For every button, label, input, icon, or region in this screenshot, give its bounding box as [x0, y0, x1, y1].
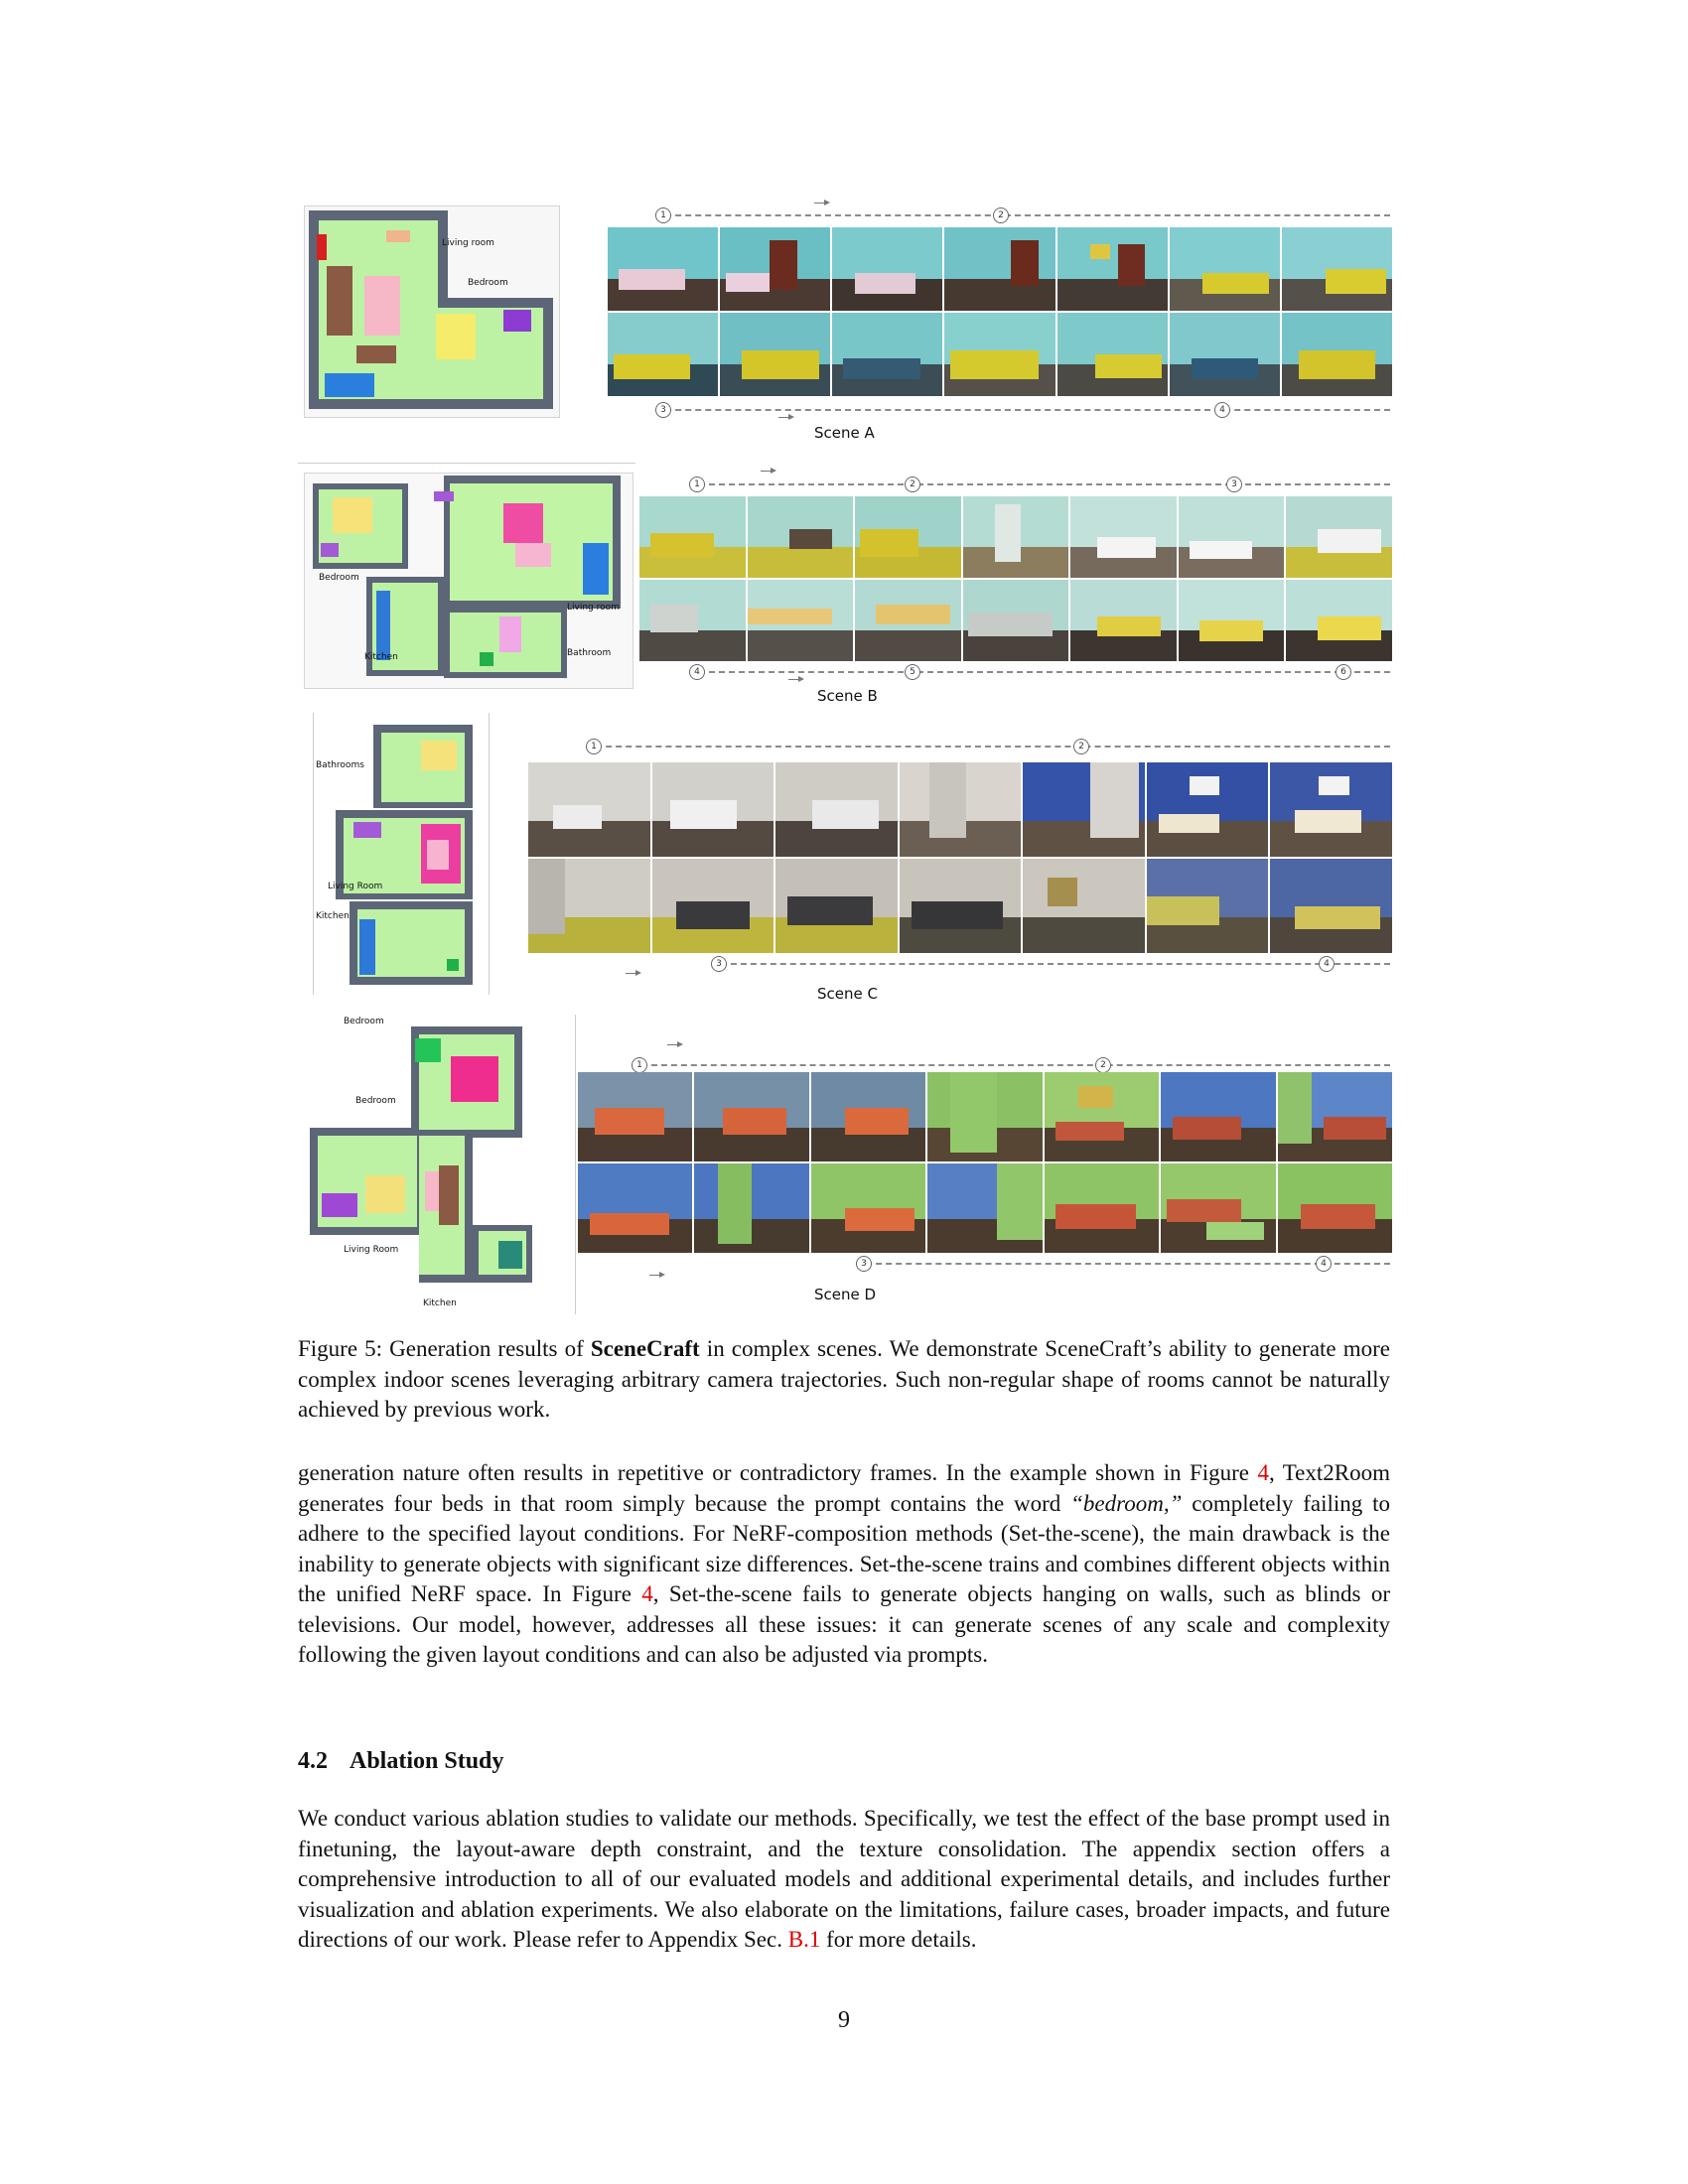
rendered-frame — [1161, 1163, 1275, 1253]
wardrobe — [322, 1193, 357, 1217]
sofa — [439, 1165, 459, 1225]
trajectory-line — [711, 963, 1390, 965]
caption-bold: SceneCraft — [590, 1336, 700, 1361]
rendered-frame — [608, 227, 718, 311]
text: We conduct various ablation studies to validate our methods. Specifically, we test the effect of the base prompt used in finetuning, the layout-aware depth constraint, and the texture consolidation. The appendix section offers a comprehensive introduction to all of our evaluated models and additional experimental details, and includes further visualization and ablation experiments. We also elaborate on the limitations, failure cases, broader impacts, and future directions of our work. Please refer to Appendix Sec. — [298, 1806, 1390, 1952]
bed — [333, 497, 372, 533]
direction-arrow-icon — [626, 973, 639, 974]
room-label: Living room — [567, 603, 620, 613]
plant — [447, 959, 459, 971]
rendered-frame — [720, 313, 830, 396]
trajectory-marker: 4 — [1319, 956, 1335, 972]
bed — [365, 1175, 405, 1213]
bathtub — [499, 616, 521, 652]
body-paragraph-1 — [298, 1458, 1390, 1671]
bed — [451, 1056, 498, 1102]
rendered-frame — [608, 313, 718, 396]
direction-arrow-icon — [788, 679, 802, 680]
rendered-frame — [578, 1163, 692, 1253]
trajectory-marker: 1 — [632, 1057, 647, 1073]
rug — [364, 276, 400, 336]
rendered-frame — [1161, 1072, 1275, 1161]
rendered-frame — [1179, 580, 1285, 661]
rendered-frame — [1278, 1163, 1392, 1253]
trajectory-marker: 2 — [905, 477, 920, 492]
lamp — [386, 230, 410, 242]
rendered-frame — [811, 1163, 925, 1253]
trajectory-marker: 1 — [655, 207, 671, 223]
direction-arrow-icon — [778, 417, 792, 418]
rendered-frame — [855, 580, 961, 661]
trajectory-line — [632, 1064, 1390, 1066]
room-label: Living room — [442, 238, 494, 248]
room-label: Bedroom — [344, 1017, 384, 1026]
floorplan-scene-a — [304, 205, 560, 418]
room-label: Bathrooms — [316, 760, 364, 770]
trajectory-marker: 2 — [993, 207, 1009, 223]
bed — [421, 741, 457, 770]
rendered-frame — [1282, 313, 1392, 396]
divider — [575, 1015, 576, 1314]
body-paragraph-2 — [298, 1804, 1390, 1956]
rendered-frame — [748, 580, 854, 661]
rendered-frame — [832, 313, 942, 396]
rendered-frame — [1045, 1072, 1159, 1161]
trajectory-line — [655, 409, 1390, 411]
direction-arrow-icon — [814, 203, 828, 204]
rendered-frame — [1070, 496, 1177, 578]
rendered-frame — [900, 762, 1022, 857]
rug — [515, 543, 551, 567]
trajectory-line — [586, 746, 1390, 748]
section-title: Ablation Study — [350, 1748, 504, 1774]
rendered-frame — [652, 762, 774, 857]
trajectory-marker: 2 — [1095, 1057, 1111, 1073]
room-label: Bathroom — [567, 648, 612, 658]
section-heading — [298, 1748, 503, 1775]
rug — [425, 1171, 439, 1211]
caption-text: in complex scenes. We demonstrate SceneCraft’s ability to generate more complex indoor scenes leveraging arbitrary camera trajectories. Such non-regular shape of rooms cannot be naturally achieved by previous work. — [298, 1336, 1390, 1422]
rendered-frame — [775, 762, 898, 857]
wardrobe — [415, 1038, 441, 1062]
rendered-frame — [1057, 313, 1168, 396]
rendered-frame — [720, 227, 830, 311]
rendered-frame — [578, 1072, 692, 1161]
wardrobe — [353, 822, 381, 838]
rendered-frame — [1170, 313, 1280, 396]
trajectory-line — [689, 483, 1390, 485]
cabinet — [325, 373, 374, 397]
tv — [434, 491, 454, 501]
counter — [376, 591, 390, 660]
frame-strip-scene-c — [528, 762, 1392, 953]
rendered-frame — [1147, 859, 1269, 953]
trajectory-line — [689, 671, 1390, 673]
figure-caption — [298, 1334, 1390, 1426]
trajectory-marker: 3 — [856, 1256, 872, 1272]
frame-strip-scene-a — [608, 227, 1392, 396]
direction-arrow-icon — [649, 1275, 663, 1276]
rendered-frame — [944, 227, 1055, 311]
rendered-frame — [963, 496, 1069, 578]
rendered-frame — [832, 227, 942, 311]
rendered-frame — [963, 580, 1069, 661]
section-number: 4.2 — [298, 1748, 328, 1774]
rendered-frame — [775, 859, 898, 953]
scene-label: Scene C — [817, 985, 878, 1003]
divider — [298, 463, 635, 464]
rendered-frame — [1282, 227, 1392, 311]
trajectory-line — [655, 214, 1390, 216]
italic-text: “bedroom,” — [1070, 1490, 1183, 1516]
trajectory-marker: 4 — [689, 664, 705, 680]
rendered-frame — [855, 496, 961, 578]
rendered-frame — [1057, 227, 1168, 311]
wardrobe — [503, 310, 531, 332]
scene-label: Scene A — [814, 424, 875, 442]
rendered-frame — [1070, 580, 1177, 661]
rendered-frame — [652, 859, 774, 953]
appendix-link[interactable]: B.1 — [787, 1927, 821, 1952]
room-label: Living Room — [344, 1245, 399, 1255]
text: generation nature often results in repetitive or contradictory frames. In the example shown in Figure — [298, 1460, 1258, 1485]
scene-label: Scene D — [814, 1286, 877, 1303]
cabinet — [583, 543, 609, 595]
toilet — [480, 652, 493, 666]
room-label: Living Room — [328, 882, 383, 891]
rendered-frame — [694, 1072, 808, 1161]
rendered-frame — [1270, 762, 1392, 857]
scene-label: Scene B — [817, 687, 878, 705]
rug — [427, 840, 449, 870]
rendered-frame — [1147, 762, 1269, 857]
wardrobe — [321, 543, 339, 557]
rendered-frame — [1179, 496, 1285, 578]
rendered-frame — [528, 859, 650, 953]
sofa — [503, 503, 543, 543]
rendered-frame — [528, 762, 650, 857]
floorplan-scene-b — [304, 473, 633, 689]
rendered-frame — [748, 496, 854, 578]
rendered-frame — [694, 1163, 808, 1253]
frame-strip-scene-b — [639, 496, 1392, 661]
floorplan-scene-d — [304, 1017, 572, 1314]
text: completely failing to adhere to the specified layout conditions. For NeRF-composition methods (Set-the-scene), the main drawback is the inability to generate objects with significant size differences. Set-the-scene trains and combines different objects within the unified NeRF space. In Figure — [298, 1490, 1390, 1606]
trajectory-marker: 1 — [586, 739, 602, 754]
rendered-frame — [1045, 1163, 1159, 1253]
trajectory-marker: 6 — [1336, 664, 1351, 680]
rendered-frame — [1023, 859, 1145, 953]
room-label: Bedroom — [468, 278, 508, 288]
caption-prefix: Figure 5: Generation results of — [298, 1336, 591, 1361]
figure-link[interactable]: 4 — [641, 1581, 653, 1606]
rendered-frame — [1278, 1072, 1392, 1161]
rendered-frame — [1170, 227, 1280, 311]
trajectory-marker: 4 — [1316, 1256, 1332, 1272]
page-number: 9 — [838, 2007, 850, 2033]
rendered-frame — [811, 1072, 925, 1161]
rendered-frame — [639, 580, 746, 661]
trajectory-marker: 3 — [1226, 477, 1242, 492]
rendered-frame — [927, 1072, 1042, 1161]
rendered-frame — [639, 496, 746, 578]
table — [356, 345, 396, 363]
rendered-frame — [1286, 496, 1392, 578]
sofa — [327, 266, 352, 336]
rendered-frame — [1023, 762, 1145, 857]
counter — [498, 1241, 522, 1269]
direction-arrow-icon — [667, 1044, 681, 1045]
bed — [436, 314, 476, 359]
trajectory-marker: 2 — [1073, 739, 1089, 754]
rendered-frame — [1270, 859, 1392, 953]
trajectory-marker: 3 — [711, 956, 727, 972]
text: for more details. — [820, 1927, 977, 1952]
trajectory-marker: 3 — [655, 402, 671, 418]
rendered-frame — [927, 1163, 1042, 1253]
floorplan-scene-c — [314, 715, 489, 993]
room-label: Kitchen — [423, 1298, 457, 1308]
text: , Text2Room generates four beds in that room simply because the prompt contains the word — [298, 1460, 1391, 1516]
figure-link[interactable]: 4 — [1257, 1460, 1269, 1485]
trajectory-line — [856, 1263, 1390, 1265]
room-label: Kitchen — [316, 911, 350, 921]
room-label: Bedroom — [355, 1096, 396, 1106]
trajectory-marker: 1 — [689, 477, 705, 492]
trajectory-marker: 5 — [905, 664, 920, 680]
direction-arrow-icon — [761, 471, 774, 472]
frame-strip-scene-d — [578, 1072, 1392, 1253]
trajectory-marker: 4 — [1214, 402, 1230, 418]
counter — [359, 919, 375, 975]
tv — [317, 234, 327, 260]
rendered-frame — [900, 859, 1022, 953]
divider — [489, 713, 490, 995]
room-label: Kitchen — [364, 652, 398, 662]
room-label: Bedroom — [319, 573, 359, 583]
rendered-frame — [1286, 580, 1392, 661]
text: , Set-the-scene fails to generate objects hanging on walls, such as blinds or televisions. Our model, however, addresses all these issues: it can generate scenes of any scale and complexity following the given layout conditions and can also be adjusted via prompts. — [298, 1581, 1390, 1667]
rendered-frame — [944, 313, 1055, 396]
